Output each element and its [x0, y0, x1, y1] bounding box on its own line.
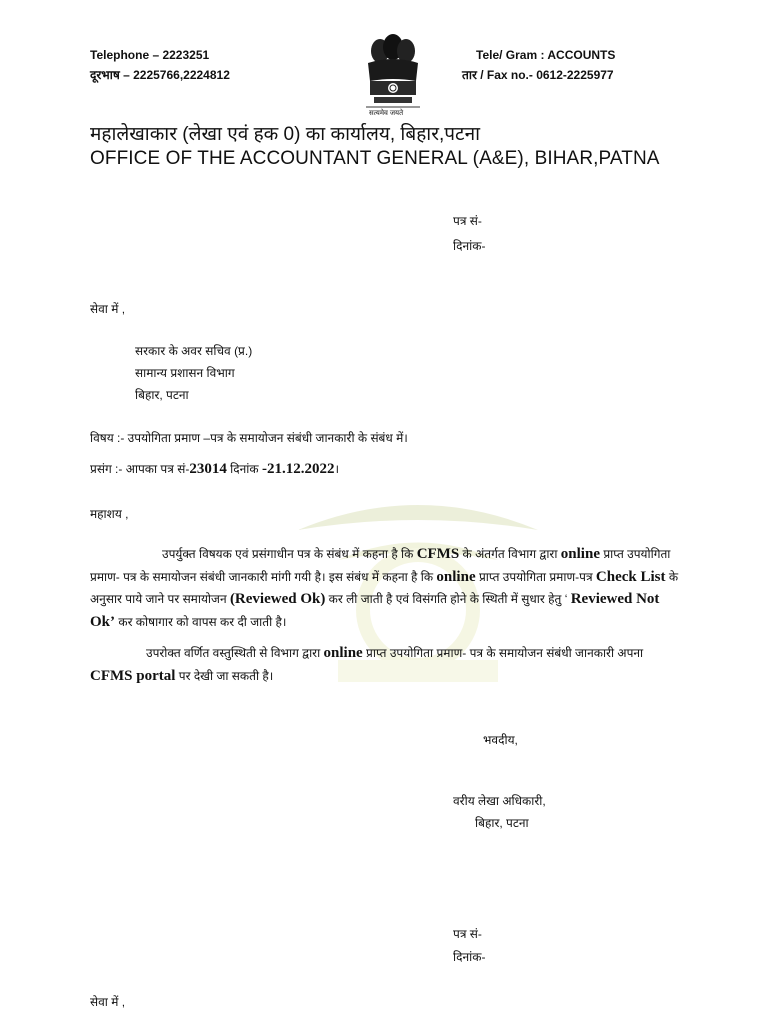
- telegram-label: Tele/ Gram : ACCOUNTS: [476, 48, 616, 62]
- body-paragraph-2: उपरोक्त वर्णित वस्तुस्थिती से विभाग द्वारा online प्राप्त उपयोगिता प्रमाण- पत्र के समायोजन संबंधी जानकारी अपना CFMS portal पर देखी जा सकती है।: [90, 645, 644, 684]
- letter-date-label-2: दिनांक-: [453, 950, 486, 964]
- office-title-english: OFFICE OF THE ACCOUNTANT GENERAL (A&E), BIHAR,PATNA: [90, 148, 660, 169]
- greeting: महाशय ,: [90, 507, 129, 521]
- signature-location: बिहार, पटना: [475, 816, 529, 830]
- recipient-line-1: सरकार के अवर सचिव (प्र.): [135, 344, 253, 358]
- context-letter-number: 23014: [189, 461, 227, 477]
- doorbhash-label: दूरभाष – 2225766,2224812: [90, 68, 230, 82]
- letter-date-label: दिनांक-: [453, 239, 486, 253]
- subject-line: विषय :- उपयोगिता प्रमाण –पत्र के समायोजन संबंधी जानकारी के संबंध में।: [90, 431, 408, 445]
- closing-bhavdiya: भवदीय,: [483, 733, 518, 747]
- recipient-line-2: सामान्य प्रशासन विभाग: [135, 366, 235, 380]
- body-paragraph-1: उपर्युक्त विषयक एवं प्रसंगाधीन पत्र के संबंध में कहना है कि CFMS के अंतर्गत विभाग द्वारा online प्राप्त उपयोगिता प्रमाण- पत्र के समायोजन संबंधी जानकारी मांगी गयी है। इस संबंध में कहना है कि online प्राप्त उपयोगिता प्रमाण-पत्र Check List के अनुसार पाये जाने पर समायोजन (Reviewed Ok) कर ली जाती है एवं विसंगति होने के स्थिती में सुधार हेतु ‘ Reviewed Not Ok’ कर कोषागार को वापस कर दी जाती है।: [90, 546, 679, 630]
- telephone-label: Telephone – 2223251: [90, 48, 210, 62]
- letter-number-label-2: पत्र सं-: [453, 927, 482, 941]
- seva-mein-2: सेवा में ,: [90, 995, 126, 1009]
- office-title-hindi: महालेखाकार (लेखा एवं हक 0) का कार्यालय, बिहार,पटना: [90, 124, 481, 145]
- seva-mein: सेवा में ,: [90, 302, 126, 316]
- emblem-motto: सत्यमेव जयते: [369, 110, 404, 117]
- context-letter-date: -21.12.2022: [261, 461, 335, 477]
- letter-number-label: पत्र सं-: [453, 214, 482, 228]
- context-line: प्रसंग :- आपका पत्र सं-23014 दिनांक -21.12.2022।: [90, 461, 340, 477]
- national-emblem-icon: [360, 33, 426, 119]
- fax-label: तार / Fax no.- 0612-2225977: [462, 68, 614, 82]
- signature-designation: वरीय लेखा अधिकारी,: [453, 794, 546, 808]
- recipient-line-3: बिहार, पटना: [135, 388, 189, 402]
